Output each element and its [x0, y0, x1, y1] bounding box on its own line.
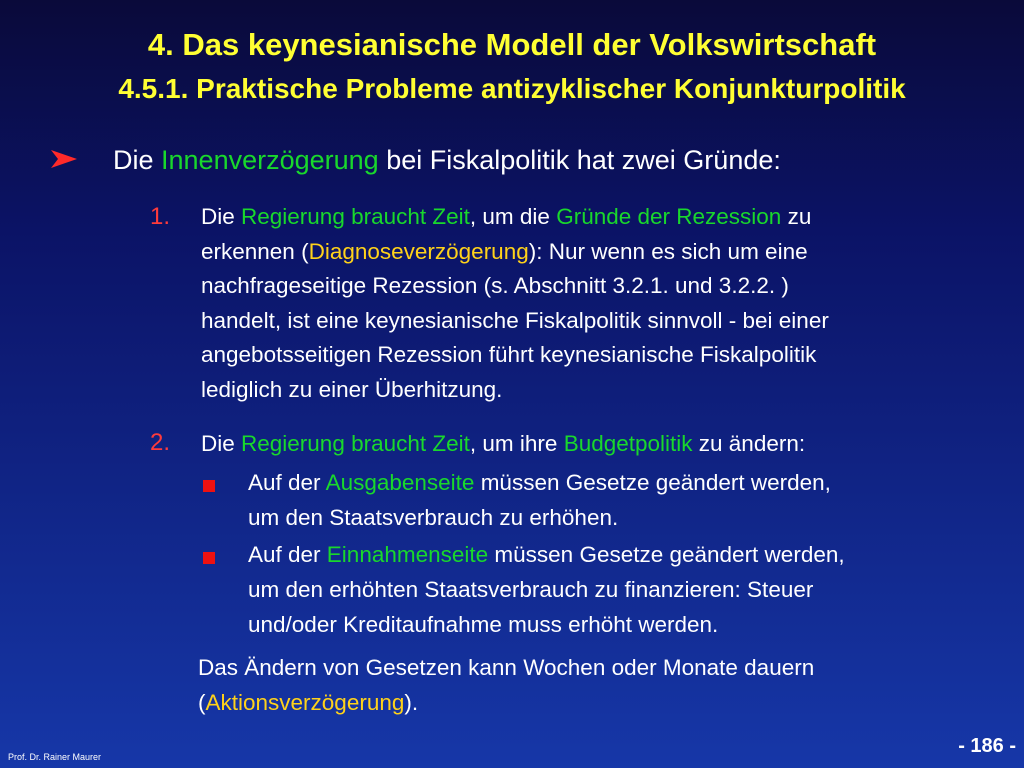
page-number: - 186 - — [958, 735, 1016, 757]
text-fragment: lediglich zu einer Überhitzung. — [201, 376, 503, 402]
highlight-fragment: Regierung braucht Zeit — [241, 204, 470, 229]
highlight-fragment: Ausgabenseite — [325, 470, 475, 495]
text-fragment: müssen Gesetze geändert werden, — [474, 470, 831, 495]
highlight-fragment: Aktionsverzögerung — [205, 690, 405, 715]
text-fragment: ). — [404, 690, 419, 715]
highlight-fragment: Diagnoseverzögerung — [308, 238, 529, 264]
text-fragment: zu ändern: — [692, 431, 806, 456]
sub-item-2 — [248, 537, 1008, 642]
text-fragment: Das Ändern von Gesetzen kann Wochen oder Monate dauern — [198, 655, 815, 680]
slide-subtitle: 4.5.1. Praktische Probleme antizyklischer Konjunkturpolitik — [118, 73, 906, 104]
text-fragment: , um die — [469, 204, 557, 229]
highlight-fragment: Gründe der Rezession — [556, 204, 782, 229]
text-fragment: Auf der — [248, 470, 326, 495]
intro-highlight: Innenverzögerung — [161, 145, 379, 175]
intro-text-end: bei Fiskalpolitik hat zwei Gründe: — [378, 145, 781, 175]
author-footer: Prof. Dr. Rainer Maurer — [8, 752, 102, 762]
sub-item-1 — [248, 465, 1008, 535]
closing-note — [198, 650, 1008, 720]
item-1-number: 1. — [150, 203, 171, 230]
text-fragment: müssen Gesetze geändert werden, — [488, 542, 845, 567]
intro-line — [113, 142, 781, 178]
highlight-fragment: Budgetpolitik — [563, 431, 693, 456]
red-square-icon — [203, 480, 215, 492]
red-square-icon — [203, 552, 215, 564]
text-fragment: zu — [781, 204, 812, 229]
text-fragment: , um ihre — [469, 431, 564, 456]
item-2-text — [201, 427, 1011, 462]
slide-title: 4. Das keynesianische Modell der Volkswirtschaft — [147, 27, 877, 62]
text-fragment: um den erhöhten Staatsverbrauch zu finanzieren: Steuer — [248, 577, 814, 602]
text-fragment: um den Staatsverbrauch zu erhöhen. — [248, 505, 619, 530]
text-fragment: erkennen ( — [201, 238, 309, 264]
highlight-fragment: Einnahmenseite — [326, 542, 489, 567]
item-1-text — [201, 200, 1011, 407]
intro-text: Die — [113, 145, 162, 175]
text-fragment: handelt, ist eine keynesianische Fiskalpolitik sinnvoll - bei einer — [201, 307, 829, 333]
text-fragment: angebotsseitigen Rezession führt keynesianische Fiskalpolitik — [201, 342, 817, 367]
text-fragment: Die — [201, 204, 242, 229]
item-2-number: 2. — [150, 429, 171, 456]
text-fragment: Auf der — [248, 542, 327, 567]
highlight-fragment: Regierung braucht Zeit — [241, 431, 470, 456]
text-fragment: Die — [201, 431, 242, 456]
text-fragment: ): Nur wenn es sich um eine — [528, 238, 808, 264]
text-fragment: ( — [198, 690, 206, 715]
text-fragment: und/oder Kreditaufnahme muss erhöht werden. — [248, 612, 719, 637]
red-arrow-icon — [50, 148, 78, 170]
text-fragment: nachfrageseitige Rezession (s. Abschnitt 3.2.1. und 3.2.2. ) — [201, 273, 789, 298]
